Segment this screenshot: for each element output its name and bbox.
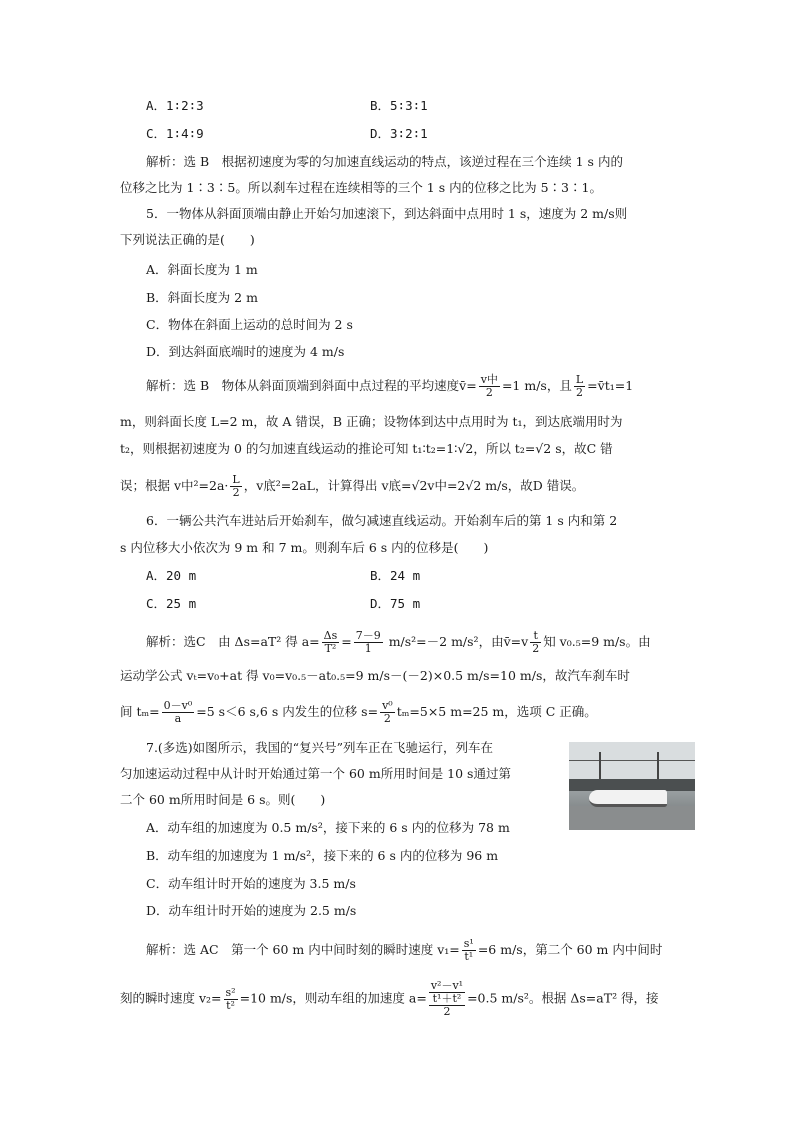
q5-sol1-text-a: 解析：选 B 物体从斜面顶端到斜面中点过程的平均速度 xyxy=(146,378,460,393)
q6-option-d: D．75 m xyxy=(370,596,421,611)
q5-stem-line2: 下列说法正确的是( ) xyxy=(120,232,255,247)
q6-solution-line1 xyxy=(146,630,651,655)
fraction-0-v0-over-a xyxy=(162,700,195,725)
fraction-l-over-2 xyxy=(230,474,241,499)
photo-train xyxy=(589,790,667,807)
q6-sol3-text-a: 间 tₘ= xyxy=(120,704,160,719)
q5-stem-line1: 5．一物体从斜面顶端由静止开始匀加速滚下，到达斜面中点用时 1 s，速度为 2 m/s则 xyxy=(146,206,628,221)
frac-num: 7－9 xyxy=(355,629,381,642)
q4-option-c: C．1∶4∶9 xyxy=(146,126,204,141)
frac-den: 2 xyxy=(532,642,540,655)
q4-option-d: D．3∶2∶1 xyxy=(370,126,428,141)
q7-sol2-text-b: =10 m/s，则动车组的加速度 a= xyxy=(239,990,427,1006)
q5-solution-line2: m，则斜面长度 L=2 m，故 A 错误，B 正确；设物体到达中点用时为 t₁，到达底端用时为 xyxy=(120,414,623,429)
frac-num: 0－v⁰ xyxy=(163,699,193,712)
fraction-acceleration xyxy=(429,980,465,1018)
q5-sol1-eq: = xyxy=(466,378,477,393)
q6-stem-line2: s 内位移大小依次为 9 m 和 7 m。则刹车后 6 s 内的位移是( ) xyxy=(120,540,489,555)
frac-den: a xyxy=(174,712,182,725)
q5-solution-line1 xyxy=(146,374,633,399)
frac-den: t¹＋t² xyxy=(429,993,465,1006)
q4-solution-line1: 解析：选 B 根据初速度为零的匀加速直线运动的特点，该逆过程在三个连续 1 s 内的 xyxy=(146,154,623,169)
fraction-s2-over-t2 xyxy=(224,987,238,1012)
frac-den: 2 xyxy=(575,386,583,399)
q5-solution-line3: t₂，则根据初速度为 0 的匀加速直线运动的推论可知 t₁∶t₂=1∶√2，所以 t₂=√2 s，故C 错 xyxy=(120,441,613,456)
q6-sol3-text-b: =5 s＜6 s,6 s 内发生的位移 s= xyxy=(196,704,379,719)
fraction-l-over-2 xyxy=(574,374,585,399)
q6-sol1-text-c: m/s²=－2 m/s²，由 xyxy=(384,634,504,649)
q6-option-c: C．25 m xyxy=(146,596,197,611)
q5-sol1-eq2: = xyxy=(587,378,598,393)
q6-sol1-text-a: 解析：选C 由 Δs=aT² 得 a= xyxy=(146,634,320,649)
frac-den-2: 2 xyxy=(443,1005,451,1018)
q4-solution-line2: 位移之比为 1∶3∶5。所以刹车过程在连续相等的三个 1 s 内的位移之比为 5∶3∶1。 xyxy=(120,180,602,195)
frac-den: 2 xyxy=(485,386,493,399)
q6-sol1-text-d: =v xyxy=(510,634,529,649)
q5-sol1-text-e: t₁=1 xyxy=(604,378,634,393)
fraction-vmid-over-2 xyxy=(479,374,500,399)
v-bar-symbol: v̄ xyxy=(597,378,605,393)
photo-track xyxy=(569,806,695,830)
q7-solution-line1 xyxy=(146,938,662,963)
frac-den: 1 xyxy=(364,642,372,655)
q7-option-d: D．动车组计时开始的速度为 2.5 m/s xyxy=(146,903,357,918)
frac-num: s² xyxy=(225,985,236,999)
q7-stem-line1: 7.(多选)如图所示，我国的“复兴号”列车正在飞驰运行，列车在 xyxy=(146,740,493,755)
frac-num: L xyxy=(232,473,240,486)
frac-num: t xyxy=(530,630,541,643)
q7-sol2-text-c: =0.5 m/s²。根据 Δs=aT² 得，接 xyxy=(467,990,659,1006)
frac-den: 2 xyxy=(383,712,391,725)
v-bar-symbol: v̄ xyxy=(503,634,511,649)
q6-sol1-eq: = xyxy=(341,634,352,649)
q7-sol1-text-a: 解析：选 AC 第一个 60 m 内中间时刻的瞬时速度 v₁= xyxy=(146,942,460,957)
q7-option-c: C．动车组计时开始的速度为 3.5 m/s xyxy=(146,876,356,891)
q7-sol2-text-a: 刻的瞬时速度 v₂= xyxy=(120,990,222,1006)
frac-den: 2 xyxy=(232,486,240,499)
q5-sol4-text-b: ，v底²=2aL，计算得出 v底=√2v中=2√2 m/s，故D 错误。 xyxy=(243,478,585,493)
frac-num: v²－v¹ xyxy=(430,979,464,992)
q5-solution-line4 xyxy=(120,474,584,499)
q5-sol4-text-a: 误；根据 v中²=2a· xyxy=(120,478,229,493)
q5-sol1-text-c: =1 m/s，且 xyxy=(501,378,572,393)
frac-num: Δs xyxy=(323,629,338,642)
q7-option-a: A．动车组的加速度为 0.5 m/s²，接下来的 6 s 内的位移为 78 m xyxy=(146,820,510,835)
q5-option-a: A．斜面长度为 1 m xyxy=(146,262,258,277)
q7-option-b: B．动车组的加速度为 1 m/s²，接下来的 6 s 内的位移为 96 m xyxy=(146,848,499,863)
frac-den: t¹ xyxy=(464,950,474,963)
fraction-v0-over-2 xyxy=(380,700,395,725)
q4-option-b: B．5∶3∶1 xyxy=(370,98,428,113)
q5-option-c: C．物体在斜面上运动的总时间为 2 s xyxy=(146,317,353,332)
fraction-7-9-over-1 xyxy=(354,630,383,655)
frac-num: v中 xyxy=(480,373,498,386)
fraction-s1-over-t1 xyxy=(462,938,476,963)
q4-option-a: A．1∶2∶3 xyxy=(146,98,204,113)
q5-option-b: B．斜面长度为 2 m xyxy=(146,290,258,305)
q6-solution-line3 xyxy=(120,700,597,725)
frac-num: s¹ xyxy=(463,937,474,950)
frac-den: T² xyxy=(324,642,337,655)
q7-solution-line2 xyxy=(120,980,659,1018)
q7-stem-line2: 匀加速运动过程中从计时开始通过第一个 60 m所用时间是 10 s通过第 xyxy=(120,766,511,781)
photo-sky xyxy=(569,742,695,782)
q7-sol1-text-b: =6 m/s，第二个 60 m 内中间时 xyxy=(477,942,663,957)
frac-den: t² xyxy=(226,998,235,1012)
fraction-t-over-2 xyxy=(530,630,541,655)
fraction-ds-over-t2 xyxy=(322,630,340,655)
train-photo xyxy=(569,742,695,830)
frac-num: L xyxy=(575,373,584,386)
q6-stem-line1: 6．一辆公共汽车进站后开始刹车，做匀减速直线运动。开始刹车后的第 1 s 内和第 2 xyxy=(146,513,618,528)
frac-num: v⁰ xyxy=(382,699,393,712)
photo-overhead-wire xyxy=(569,760,695,761)
q6-option-a: A．20 m xyxy=(146,568,197,583)
q6-sol3-text-c: tₘ=5×5 m=25 m，选项 C 正确。 xyxy=(396,704,597,719)
q7-stem-line3: 二个 60 m所用时间是 6 s。则( ) xyxy=(120,792,326,807)
q5-option-d: D．到达斜面底端时的速度为 4 m/s xyxy=(146,344,345,359)
q6-sol1-text-e: 知 v₀.₅=9 m/s。由 xyxy=(543,634,651,649)
v-bar-symbol: v̄ xyxy=(459,378,467,393)
q6-option-b: B．24 m xyxy=(370,568,421,583)
q6-solution-line2: 运动学公式 vₜ=v₀+at 得 v₀=v₀.₅－at₀.₅=9 m/s－(－2)×0.5 m/s=10 m/s，故汽车刹车时 xyxy=(120,668,630,683)
